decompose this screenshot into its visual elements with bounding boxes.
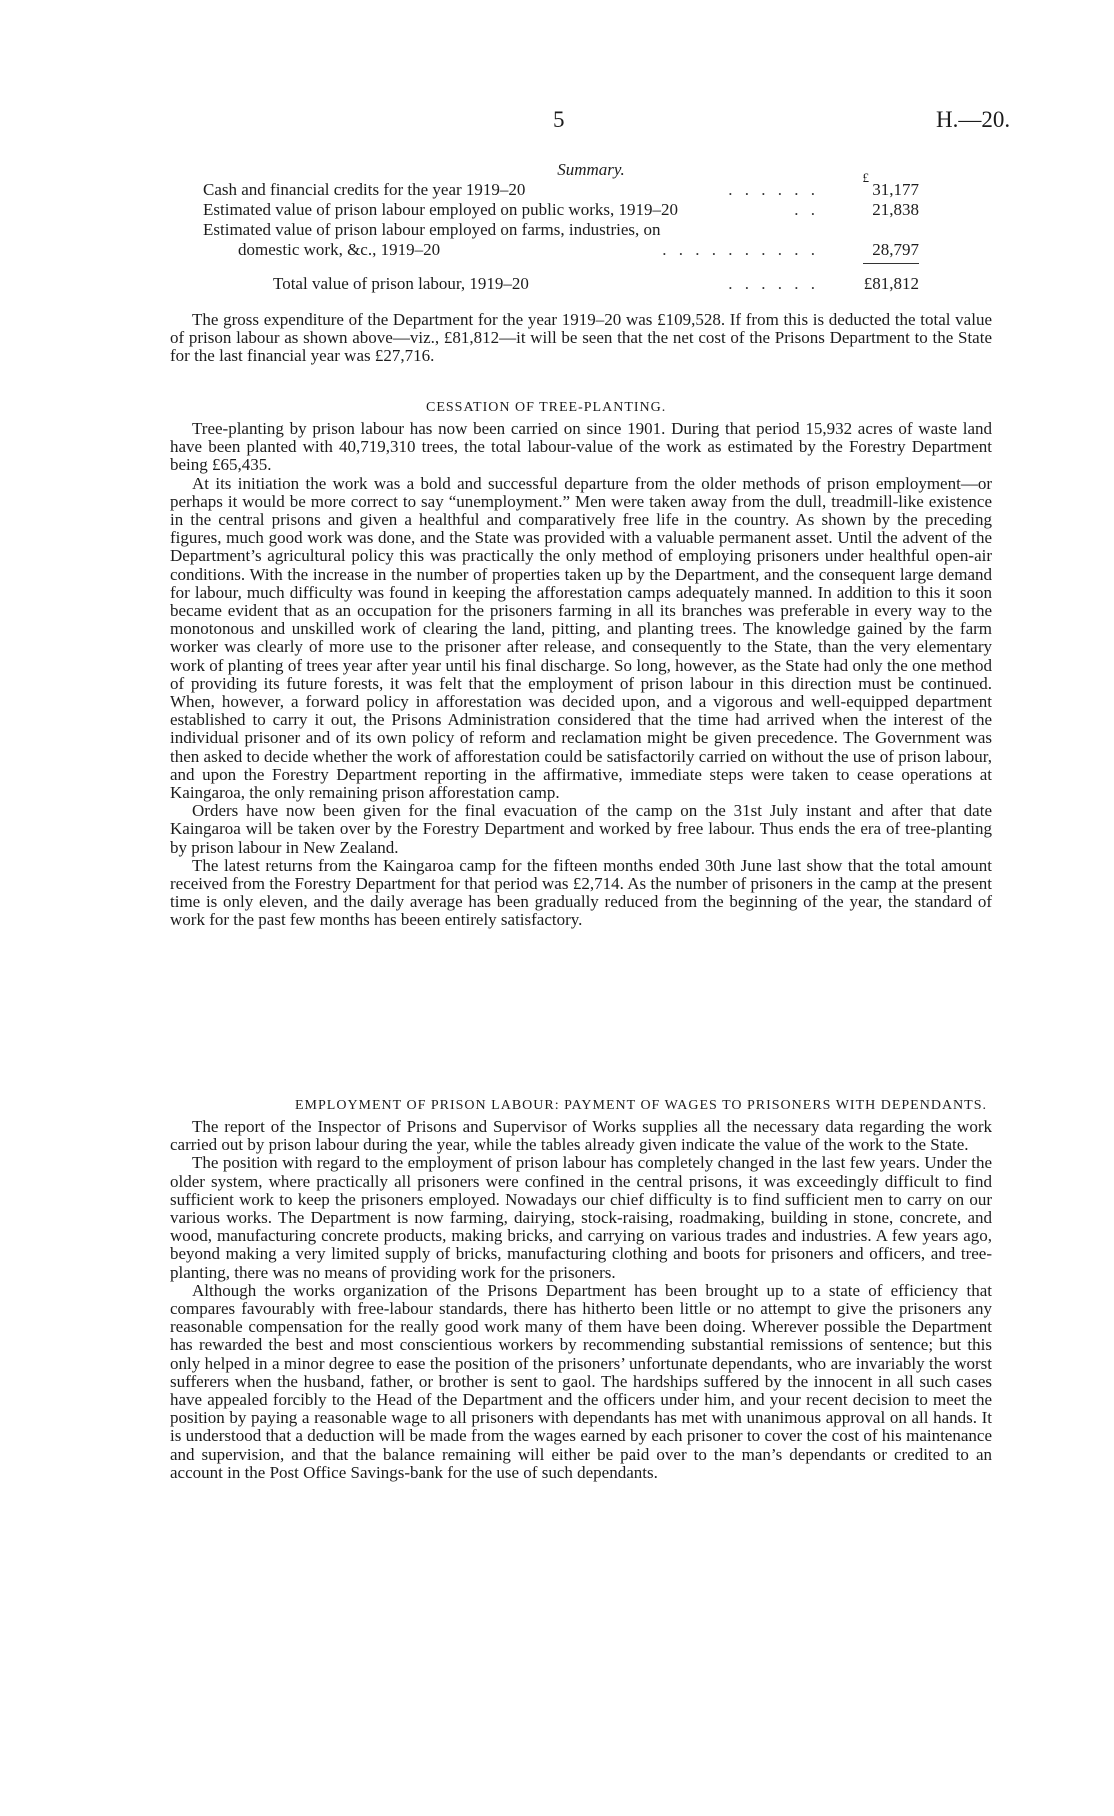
paragraph: The gross expenditure of the Department for the year 1919–20 was £109,528. If from this is deducted the total value of prison labour as shown above—viz., £81,812—it will be seen that the net cost of the Prisons Department to the State for the last financial year was £27,716. [170, 310, 992, 366]
paragraph: The report of the Inspector of Prisons and Supervisor of Works supplies all the necessary data regarding the work carried out by prison labour during the year, while the tables already given indicate the value of the work to the State. [170, 1117, 992, 1155]
leader-dots: . . [794, 200, 819, 219]
summary-row-amount: 21,838 [872, 200, 919, 219]
paragraph: The latest returns from the Kaingaroa camp for the fifteen months ended 30th June last show that the total amount received from the Forestry Department for that period was £2,714. As the number of prisoners in the camp at the present time is only eleven, and the daily average has been gradually reduced from the beginning of the year, the standard of work for the past few months has beeen entirely satisfactory. [170, 855, 992, 930]
leader-dots: . . . . . . . . . . [662, 240, 819, 259]
summary-row-amount: 31,177 [872, 180, 919, 199]
gross-expenditure-paragraph [170, 311, 992, 366]
summary-row [203, 200, 919, 220]
leader-dots: . . . . . . [728, 274, 819, 293]
summary-row-label: Estimated value of prison labour employed on farms, industries, on [203, 220, 661, 239]
summary-row-amount: 28,797 [872, 240, 919, 259]
summary-row-label: domestic work, &c., 1919–20 [238, 240, 441, 259]
section-heading-employment: EMPLOYMENT OF PRISON LABOUR: PAYMENT OF WAGES TO PRISONERS WITH DEPENDANTS. [295, 1098, 988, 1113]
summary-table [203, 160, 919, 294]
section-body-tree-planting [170, 420, 992, 930]
summary-row [203, 240, 919, 260]
paragraph: The position with regard to the employment of prison labour has completely changed in the last few years. Under the older system, where practically all prisoners were confined in the central prisons, it was exceedingly difficult to find sufficient work to keep the prisoners employed. Nowadays our chief difficulty is to find sufficient men to carry on our various works. The Department is now farming, dairying, stock-raising, roadmaking, building in stone, concrete, and wood, manufacturing concrete products, making bricks, and carrying on various trades and industries. A few years ago, beyond making a very limited supply of bricks, manufacturing clothing and boots for prisoners and officers, and tree-planting, there was no means of providing work for the prisoners. [170, 1153, 992, 1282]
summary-heading: Summary. [557, 160, 625, 179]
paragraph: Orders have now been given for the final evacuation of the camp on the 31st July instant and after that date Kaingaroa will be taken over by the Forestry Department and worked by free labour. Thus ends the era of tree-planting by prison labour in New Zealand. [170, 801, 992, 857]
paragraph: At its initiation the work was a bold and successful departure from the older methods of prison employment—or perhaps it would be more correct to say “unemployment.” Men were taken away from the dull, treadmill-like existence in the central prisons and given a healthful and comparatively free life in the country. As shown by the preceding figures, much good work was done, and the State was provided with a valuable permanent asset. Until the advent of the Department’s agricultural policy this was practically the only method of employing prisoners under healthful open-air conditions. With the increase in the number of properties taken up by the Department, and the consequent large demand for labour, much difficulty was found in keeping the afforestation camps adequately manned. In addition to this it soon became evident that as an occupation for the prisoners farming in all its branches was preferable in every way to the monotonous and unskilled work of clearing the land, pitting, and planting trees. The knowledge gained by the farm worker was clearly of more use to the prisoner after release, and consequently to the State, than the very elementary work of planting of trees year after year until his final discharge. So long, however, as the State had only the one method of providing its future forests, it was felt that the employment of prison labour in this direction must be continued. When, however, a forward policy in afforestation was decided upon, and a vigorous and well-equipped department established to carry it out, the Prisons Administration considered that the time had arrived when the interest of the individual prisoner and of its own policy of reform and reclamation might be given precedence. The Government was then asked to decide whether the work of afforestation could be satisfactorily carried on without the use of prison labour, and upon the Forestry Department reporting in the affirmative, immediate steps were taken to cease operations at Kaingaroa, the only remaining prison afforestation camp. [170, 473, 992, 803]
section-heading-tree-planting: CESSATION OF TREE-PLANTING. [426, 400, 667, 415]
leader-dots: . . . . . . [728, 180, 819, 199]
section-body-employment [170, 1118, 992, 1482]
summary-total-amount: £81,812 [863, 274, 919, 293]
summary-row [203, 180, 919, 200]
summary-total-label: Total value of prison labour, 1919–20 [273, 274, 529, 293]
page-reference: H.—20. [936, 107, 1011, 132]
summary-row-label: Estimated value of prison labour employed on public works, 1919–20 [203, 200, 678, 219]
summary-total-row [203, 274, 919, 294]
paragraph: Although the works organization of the Prisons Department has been brought up to a state of efficiency that compares favourably with free-labour standards, there has hitherto been little or no attempt to give the prisoners any reasonable compensation for the really good work many of them have been doing. Wherever possible the Department has rewarded the best and most conscientious workers by recommending substantial remissions of sentence; but this only helped in a minor degree to ease the position of the prisoners’ unfortunate dependants, who are invariably the worst sufferers when the husband, father, or brother is sent to gaol. The hardships suffered by the innocent in all such cases have appealed forcibly to the Head of the Department and the officers under him, and your recent decision to meet the position by paying a reasonable wage to all prisoners with dependants has met with unanimous approval on all hands. It is understood that a deduction will be made from the wages earned by each prisoner to cover the cost of his maintenance and supervision, and that the balance remaining will either be paid over to the man’s dependants or credited to an account in the Post Office Savings-bank for the use of such dependants. [170, 1280, 992, 1482]
summary-row-label: Cash and financial credits for the year 1919–20 [203, 180, 526, 199]
currency-symbol: £ [862, 170, 869, 185]
total-rule [863, 263, 919, 264]
summary-row [203, 220, 919, 240]
page-number: 5 [553, 107, 565, 132]
paragraph: Tree-planting by prison labour has now been carried on since 1901. During that period 15,932 acres of waste land have been planted with 40,719,310 trees, the total labour-value of the work as estimated by the Forestry Department being £65,435. [170, 419, 992, 475]
